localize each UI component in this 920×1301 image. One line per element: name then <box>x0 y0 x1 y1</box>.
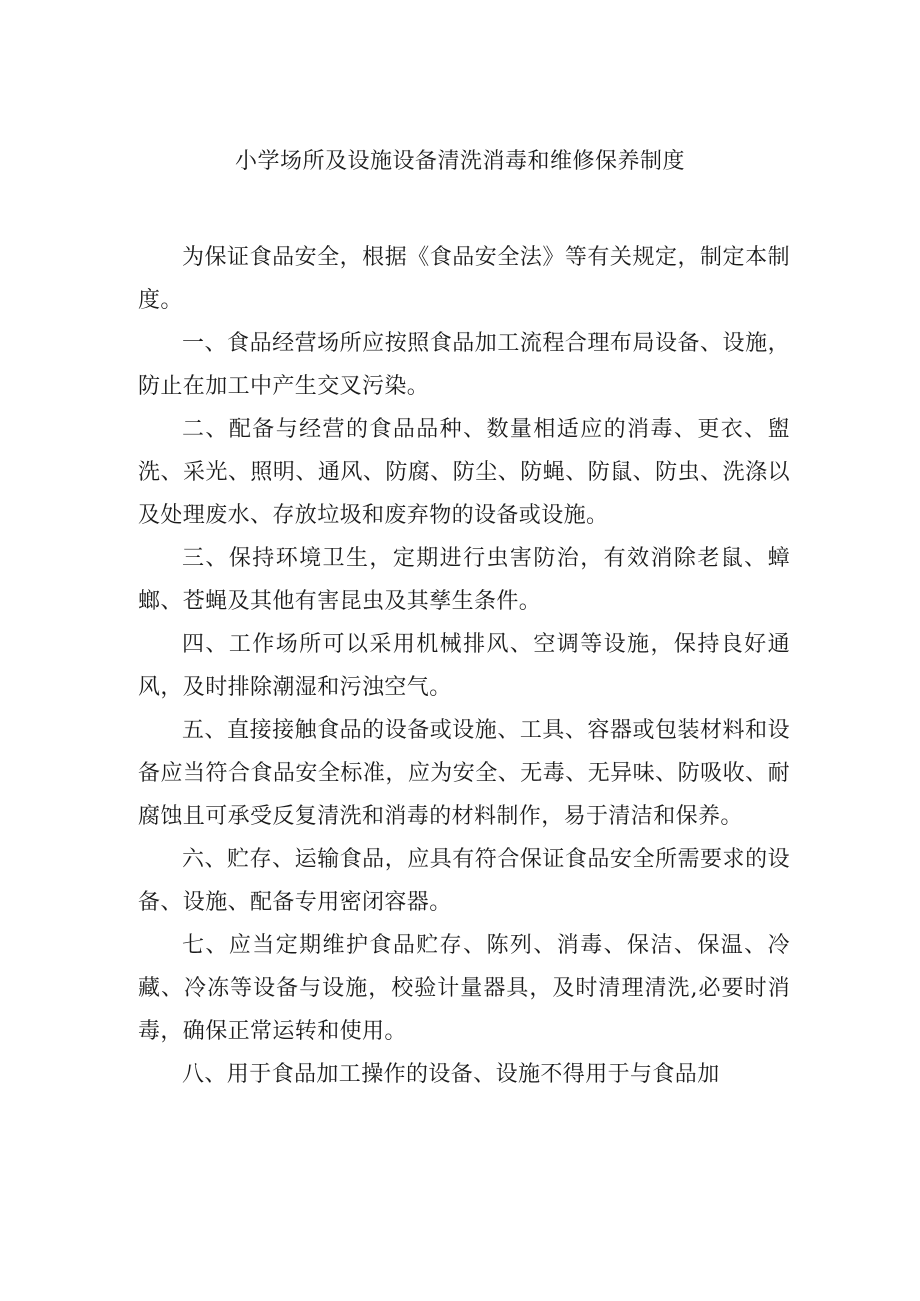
paragraph-5: 五、直接接触食品的设备或设施、工具、容器或包装材料和设备应当符合食品安全标准，应为安全、无毒、无异味、防吸收、耐腐蚀且可承受反复清洗和消毒的材料制作，易于清洁和保养。 <box>138 718 790 829</box>
document-body <box>138 236 790 1096</box>
paragraph-8: 八、用于食品加工操作的设备、设施不得用于与食品加 <box>182 1062 720 1087</box>
paragraph-7: 七、应当定期维护食品贮存、陈列、消毒、保洁、保温、冷藏、冷冻等设备与设施，校验计量器具，及时清理清洗,必要时消毒，确保正常运转和使用。 <box>138 933 790 1044</box>
paragraph-3: 三、保持环境卫生，定期进行虫害防治，有效消除老鼠、蟑螂、苍蝇及其他有害昆虫及其孳生条件。 <box>138 546 790 614</box>
paragraph-2: 二、配备与经营的食品品种、数量相适应的消毒、更衣、盥洗、采光、照明、通风、防腐、防尘、防蝇、防鼠、防虫、洗涤以及处理废水、存放垃圾和废弃物的设备或设施。 <box>138 417 790 528</box>
paragraph-intro: 为保证食品安全，根据《食品安全法》等有关规定，制定本制度。 <box>138 245 790 313</box>
paragraph-4: 四、工作场所可以采用机械排风、空调等设施，保持良好通风，及时排除潮湿和污浊空气。 <box>138 632 790 700</box>
document-title: 小学场所及设施设备清洗消毒和维修保养制度 <box>234 149 685 174</box>
paragraph-1: 一、食品经营场所应按照食品加工流程合理布局设备、设施，防止在加工中产生交叉污染。 <box>138 331 790 399</box>
paragraph-6: 六、贮存、运输食品，应具有符合保证食品安全所需要求的设备、设施、配备专用密闭容器。 <box>138 847 790 915</box>
